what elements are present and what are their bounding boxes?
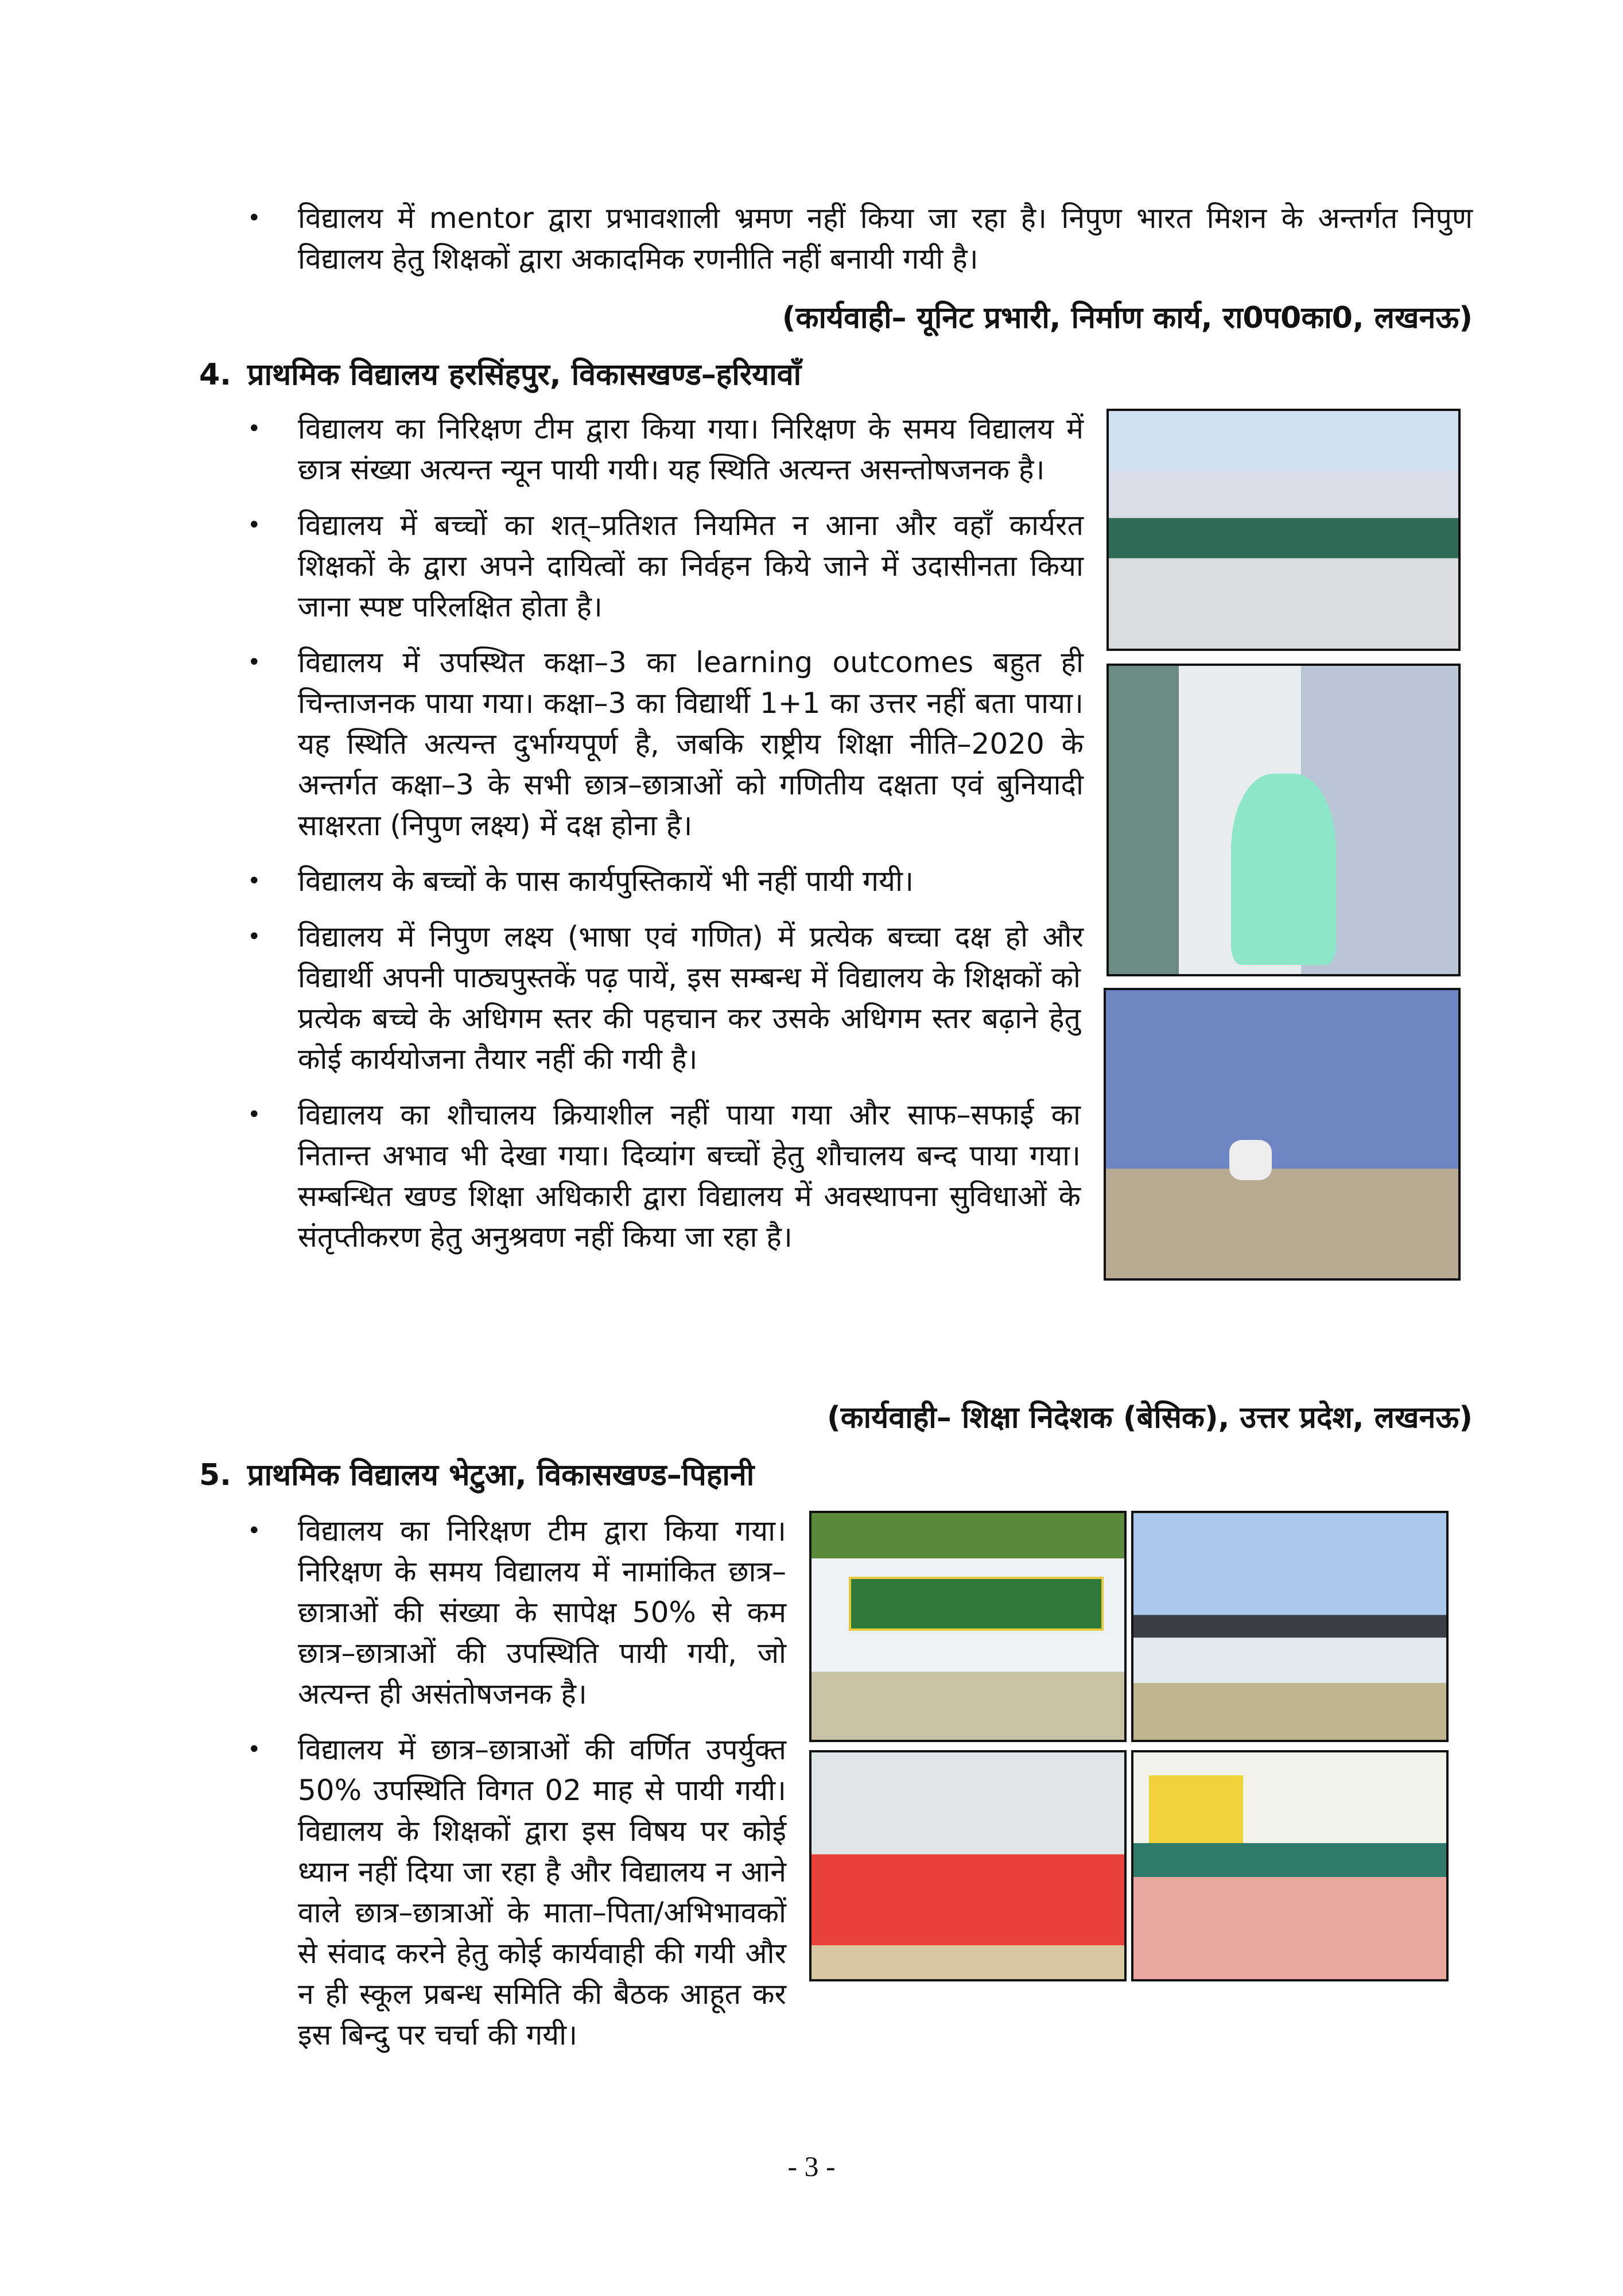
bullet-text: विद्यालय में mentor द्वारा प्रभावशाली भ्रमण नहीं किया जा रहा है। निपुण भारत मिशन के अन्तर्गत निपुण विद्यालय हेतु शिक्षकों द्वारा अकादमिक रणनीति नहीं बनायी गयी है। <box>298 201 1473 276</box>
bullet-text: विद्यालय के बच्चों के पास कार्यपुस्तिकायें भी नहीं पायी गयी। <box>298 864 914 898</box>
bullet-icon: • <box>247 924 261 950</box>
list-item <box>199 198 1473 280</box>
bullet-icon: • <box>247 868 261 894</box>
section-4-body <box>199 409 1473 1281</box>
section-heading <box>199 1453 754 1494</box>
bullet-text: विद्यालय का निरिक्षण टीम द्वारा किया गया। निरिक्षण के समय विद्यालय में नामांकित छात्र–छात्राओं की संख्या के सापेक्ष 50% से कम छात्र–छात्राओं की उपस्थिति पायी गयी, जो अत्यन्त ही असंतोषजनक है। <box>298 1514 786 1711</box>
bullet-icon: • <box>247 1518 261 1544</box>
section-5-body <box>199 1511 1473 2070</box>
list-item <box>199 917 1473 1080</box>
bullet-icon: • <box>247 1736 261 1763</box>
list-item <box>199 1729 1473 2055</box>
intro-section <box>199 198 1473 294</box>
bullet-icon: • <box>247 1102 261 1128</box>
list-item <box>199 861 1473 902</box>
list-item <box>199 505 1473 627</box>
section-title: प्राथमिक विद्यालय हरसिंहपुर, विकासखण्ड–हरियावाँ <box>247 358 802 392</box>
section-title: प्राथमिक विद्यालय भेटुआ, विकासखण्ड–पिहानी <box>247 1458 755 1492</box>
bullet-icon: • <box>247 512 261 538</box>
list-item <box>199 1511 1473 1715</box>
page-number: - 3 - <box>787 2150 836 2182</box>
bullet-text: विद्यालय का निरिक्षण टीम द्वारा किया गया। निरिक्षण के समय विद्यालय में छात्र संख्या अत्यन्त न्यून पायी गयी। यह स्थिति अत्यन्त असन्तोषजनक है। <box>298 412 1084 486</box>
bullet-text: विद्यालय में छात्र–छात्राओं की वर्णित उपर्युक्त 50% उपस्थिति विगत 02 माह से पायी गयी। विद्यालय के शिक्षकों द्वारा इस विषय पर कोई ध्यान नहीं दिया जा रहा है और विद्यालय न आने वाले छात्र–छात्राओं के माता–पिता/अभिभावकों से संवाद करने हेतु कोई कार्यवाही की गयी और न ही स्कूल प्रबन्ध समिति की बैठक आहूत कर इस बिन्दु पर चर्चा की गयी। <box>298 1733 786 2051</box>
section-heading <box>199 353 801 394</box>
section-number: 5. <box>199 1458 231 1492</box>
bullet-text: विद्यालय में बच्चों का शत्–प्रतिशत नियमित न आना और वहाँ कार्यरत शिक्षकों के द्वारा अपने दायित्वों का निर्वहन किये जाने में उदासीनता किया जाना स्पष्ट परिलक्षित होता है। <box>298 509 1084 623</box>
list-item <box>199 409 1473 490</box>
bullet-text: विद्यालय में निपुण लक्ष्य (भाषा एवं गणित) में प्रत्येक बच्चा दक्ष हो और विद्यार्थी अपनी पाठ्यपुस्तकें पढ़ पायें, इस सम्बन्ध में विद्यालय के शिक्षकों को प्रत्येक बच्चे के अधिगम स्तर की पहचान कर उसके अधिगम स्तर बढ़ाने हेतु कोई कार्ययोजना तैयार नहीं की गयी है। <box>298 920 1084 1076</box>
section-number: 4. <box>199 358 231 392</box>
bullet-text: विद्यालय में उपस्थित कक्षा–3 का learning outcomes बहुत ही चिन्ताजनक पाया गया। कक्षा–3 का विद्यार्थी 1+1 का उत्तर नहीं बता पाया। यह स्थिति अत्यन्त दुर्भाग्यपूर्ण है, जबकि राष्ट्रीय शिक्षा नीति–2020 के अन्तर्गत कक्षा–3 के सभी छात्र–छात्राओं को गणितीय दक्षता एवं बुनियादी साक्षरता (निपुण लक्ष्य) में दक्ष होना है। <box>298 646 1084 842</box>
bullet-text: विद्यालय का शौचालय क्रियाशील नहीं पाया गया और साफ–सफाई का नितान्त अभाव भी देखा गया। दिव्यांग बच्चों हेतु शौचालय बन्द पाया गया। सम्बन्धित खण्ड शिक्षा अधिकारी द्वारा विद्यालय में अवस्थापना सुविधाओं के संतृप्तीकरण हेतु अनुश्रवण नहीं किया जा रहा है। <box>298 1098 1081 1254</box>
bullet-icon: • <box>247 205 261 231</box>
bullet-icon: • <box>247 649 261 676</box>
bullet-icon: • <box>247 416 261 442</box>
action-note: (कार्यवाही– यूनिट प्रभारी, निर्माण कार्य, रा0प0का0, लखनऊ) <box>782 301 1473 335</box>
action-note: (कार्यवाही– शिक्षा निदेशक (बेसिक), उत्तर प्रदेश, लखनऊ) <box>826 1401 1473 1435</box>
list-item <box>199 642 1473 846</box>
list-item <box>199 1095 1473 1258</box>
